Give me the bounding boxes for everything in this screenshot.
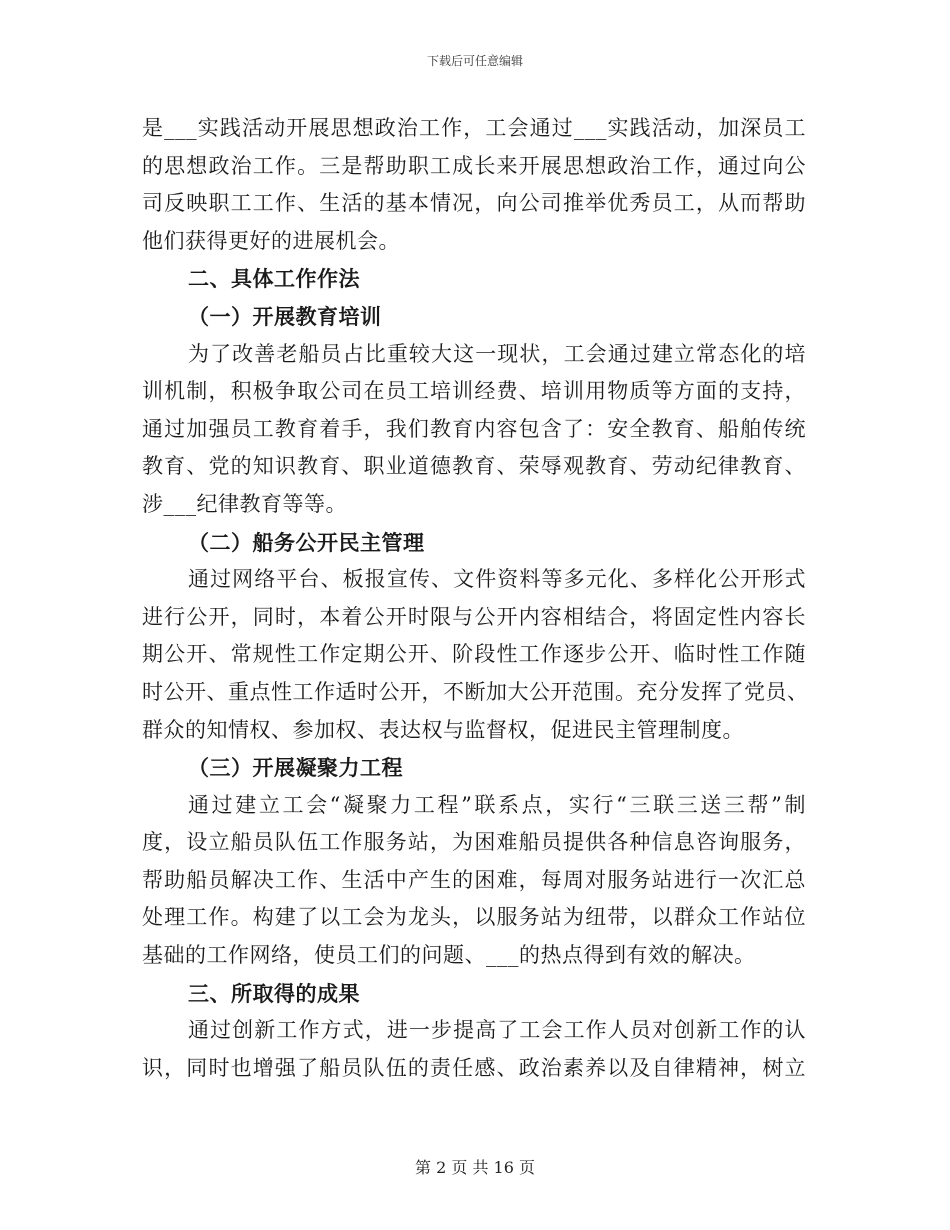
text-line: 是___实践活动开展思想政治工作，工会通过___实践活动，加深员工 <box>142 116 806 140</box>
text-line: 他们获得更好的进展机会。 <box>142 228 400 253</box>
text-line: 识，同时也增强了船员队伍的责任感、政治素养以及自律精神，树立 <box>142 1055 806 1080</box>
paragraph <box>142 1012 806 1087</box>
paragraph <box>142 787 806 975</box>
text-line: 教育、党的知识教育、职业道德教育、荣辱观教育、劳动纪律教育、 <box>142 454 806 479</box>
section-heading: 二、具体工作作法 <box>188 266 360 292</box>
page-header: 下载后可任意编辑 <box>426 54 523 68</box>
text-line: 时公开、重点性工作适时公开，不断加大公开范围。充分发挥了党员、 <box>142 679 809 704</box>
text-line: 度，设立船员队伍工作服务站，为困难船员提供各种信息咨询服务， <box>142 830 806 855</box>
paragraph <box>142 561 809 749</box>
text-line: 群众的知情权、参加权、表达权与监督权，促进民主管理制度。 <box>142 717 744 742</box>
text-line: 司反映职工工作、生活的基本情况，向公司推举优秀员工，从而帮助 <box>142 191 806 216</box>
text-line: 通过加强员工教育着手，我们教育内容包含了：安全教育、船舶传统 <box>142 416 806 441</box>
text-line: 通过建立工会“凝聚力工程”联系点，实行“三联三送三帮”制 <box>188 792 806 817</box>
text-line: 通过网络平台、板报宣传、文件资料等多元化、多样化公开形式 <box>188 567 806 592</box>
paragraph <box>142 336 806 524</box>
page-footer: 第 2 页 共 16 页 <box>415 1158 535 1177</box>
subsection-heading: （三）开展凝聚力工程 <box>188 755 403 781</box>
text-line: 期公开、常规性工作定期公开、阶段性工作逐步公开、临时性工作随 <box>142 642 806 667</box>
text-line: 基础的工作网络，使员工们的问题、___的热点得到有效的解决。 <box>142 943 756 968</box>
text-line: 涉___纪律教育等等。 <box>142 491 347 516</box>
text-line: 的思想政治工作。三是帮助职工成长来开展思想政治工作，通过向公 <box>142 153 806 178</box>
text-line: 进行公开，同时，本着公开时限与公开内容相结合，将固定性内容长 <box>142 604 806 629</box>
text-line: 处理工作。构建了以工会为龙头，以服务站为纽带，以群众工作站位 <box>142 905 806 930</box>
text-line: 通过创新工作方式，进一步提高了工会工作人员对创新工作的认 <box>188 1018 806 1043</box>
text-line: 训机制，积极争取公司在员工培训经费、培训用物质等方面的支持， <box>142 379 806 404</box>
text-line: 帮助船员解决工作、生活中产生的困难，每周对服务站进行一次汇总 <box>142 867 806 892</box>
text-line: 为了改善老船员占比重较大这一现状，工会通过建立常态化的培 <box>188 341 806 366</box>
subsection-heading: （二）船务公开民主管理 <box>188 529 425 555</box>
section-heading: 三、所取得的成果 <box>188 980 360 1006</box>
document-body <box>142 110 809 1087</box>
paragraph <box>142 110 806 260</box>
subsection-heading: （一）开展教育培训 <box>188 303 382 329</box>
